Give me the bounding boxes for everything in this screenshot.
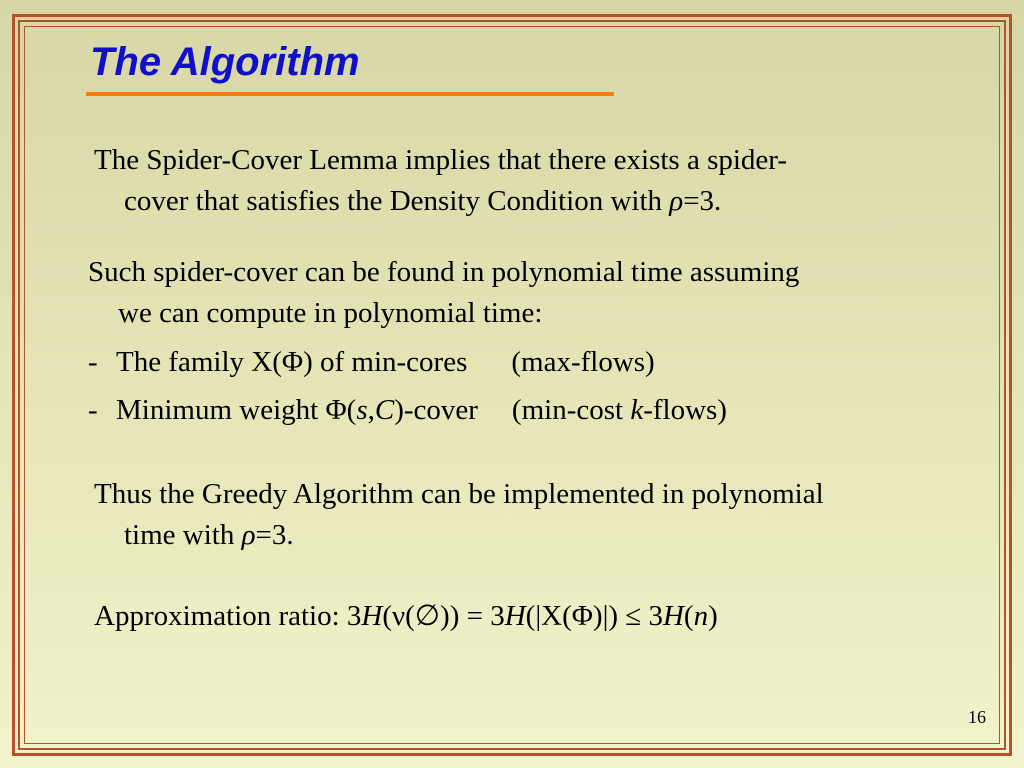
bullet-note: -flows) [643,394,727,426]
title-underline [86,92,614,96]
variable-h: H [662,600,684,632]
bullet-family-min-cores [88,342,655,383]
slide-title: The Algorithm [90,40,360,84]
variable-h: H [361,600,383,632]
bullet-note: (min-cost [511,394,631,426]
bullet-minimum-weight-cover [88,390,727,431]
variable-h: H [504,600,526,632]
text-run: ( [683,600,694,632]
text-run: time with [124,519,242,551]
variable-n: n [693,600,709,632]
text-run: Minimum weight Φ( [116,394,357,426]
variable-k: k [630,394,644,426]
variable-s: s [356,394,368,426]
paragraph-line: The Spider-Cover Lemma implies that there exists a spider- [94,144,788,176]
text-run: ) [708,600,718,632]
paragraph-line [94,519,294,551]
rho-symbol: ρ [669,185,684,217]
text-run: =3. [683,185,722,217]
text-run: Approximation ratio: 3 [94,600,362,632]
rho-symbol: ρ [241,519,256,551]
text-run: cover that satisfies the Density Condition with [124,185,670,217]
text-run: , [367,394,375,426]
paragraph-line: Thus the Greedy Algorithm can be implemented in polynomial [94,478,824,510]
paragraph-greedy-algorithm [94,474,824,556]
approximation-ratio [94,596,718,637]
bullet-dash: - [88,346,98,378]
bullet-dash: - [88,394,98,426]
text-run: (ν(∅)) = 3 [382,600,505,632]
paragraph-line [94,185,721,217]
paragraph-line: we can compute in polynomial time: [118,297,543,329]
bullet-text: The family Χ(Φ) of min-cores [116,346,468,378]
text-run: =3. [255,519,294,551]
text-run: )-cover [394,394,478,426]
paragraph-spider-cover-lemma [94,140,787,222]
paragraph-line: Such spider-cover can be found in polynomial time assuming [88,256,800,288]
variable-c: C [374,394,395,426]
text-run: (|Χ(Φ)|) ≤ 3 [525,600,663,632]
bullet-note: (max-flows) [511,346,655,378]
page-number: 16 [968,707,986,727]
paragraph-polynomial-time [88,252,799,334]
